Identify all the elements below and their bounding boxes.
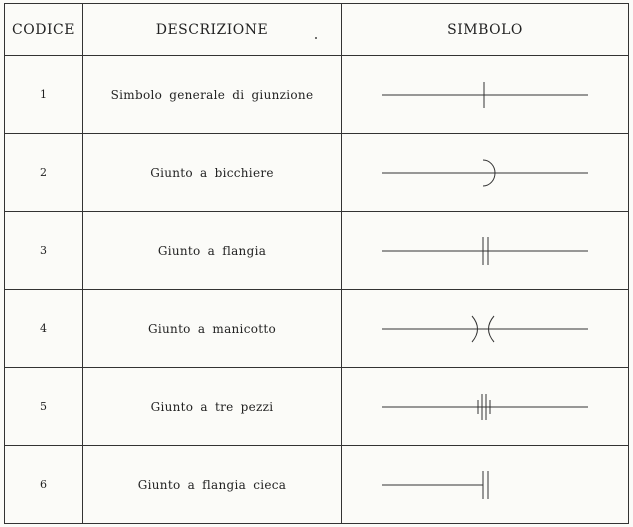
row-symbol [342, 446, 629, 524]
row-code: 4 [5, 290, 83, 368]
row-description: Giunto a manicotto [83, 290, 342, 368]
socket-joint-symbol-icon [382, 157, 588, 189]
row-description: Giunto a flangia cieca [83, 446, 342, 524]
joint-symbols-table [4, 3, 629, 524]
header-symbol: SIMBOLO [342, 4, 629, 56]
three-piece-joint-symbol-icon [382, 391, 588, 423]
header-description: DESCRIZIONE [83, 4, 342, 56]
table-row [5, 446, 629, 524]
row-symbol [342, 368, 629, 446]
table-row [5, 290, 629, 368]
row-description: Simbolo generale di giunzione [83, 56, 342, 134]
row-symbol [342, 290, 629, 368]
flange-joint-symbol-icon [382, 235, 588, 267]
row-symbol [342, 134, 629, 212]
header-code: CODICE [5, 4, 83, 56]
row-code: 2 [5, 134, 83, 212]
row-symbol [342, 56, 629, 134]
blind-flange-joint-symbol-icon [382, 469, 588, 501]
row-symbol [342, 212, 629, 290]
scan-speck [315, 37, 317, 39]
sleeve-joint-symbol-icon [382, 313, 588, 345]
row-description: Giunto a tre pezzi [83, 368, 342, 446]
row-code: 1 [5, 56, 83, 134]
table-row [5, 134, 629, 212]
row-code: 6 [5, 446, 83, 524]
general-joint-symbol-icon [382, 80, 588, 110]
row-code: 3 [5, 212, 83, 290]
row-description: Giunto a flangia [83, 212, 342, 290]
table-row [5, 212, 629, 290]
table-row [5, 368, 629, 446]
row-code: 5 [5, 368, 83, 446]
row-description: Giunto a bicchiere [83, 134, 342, 212]
table-header-row [5, 4, 629, 56]
table-row [5, 56, 629, 134]
